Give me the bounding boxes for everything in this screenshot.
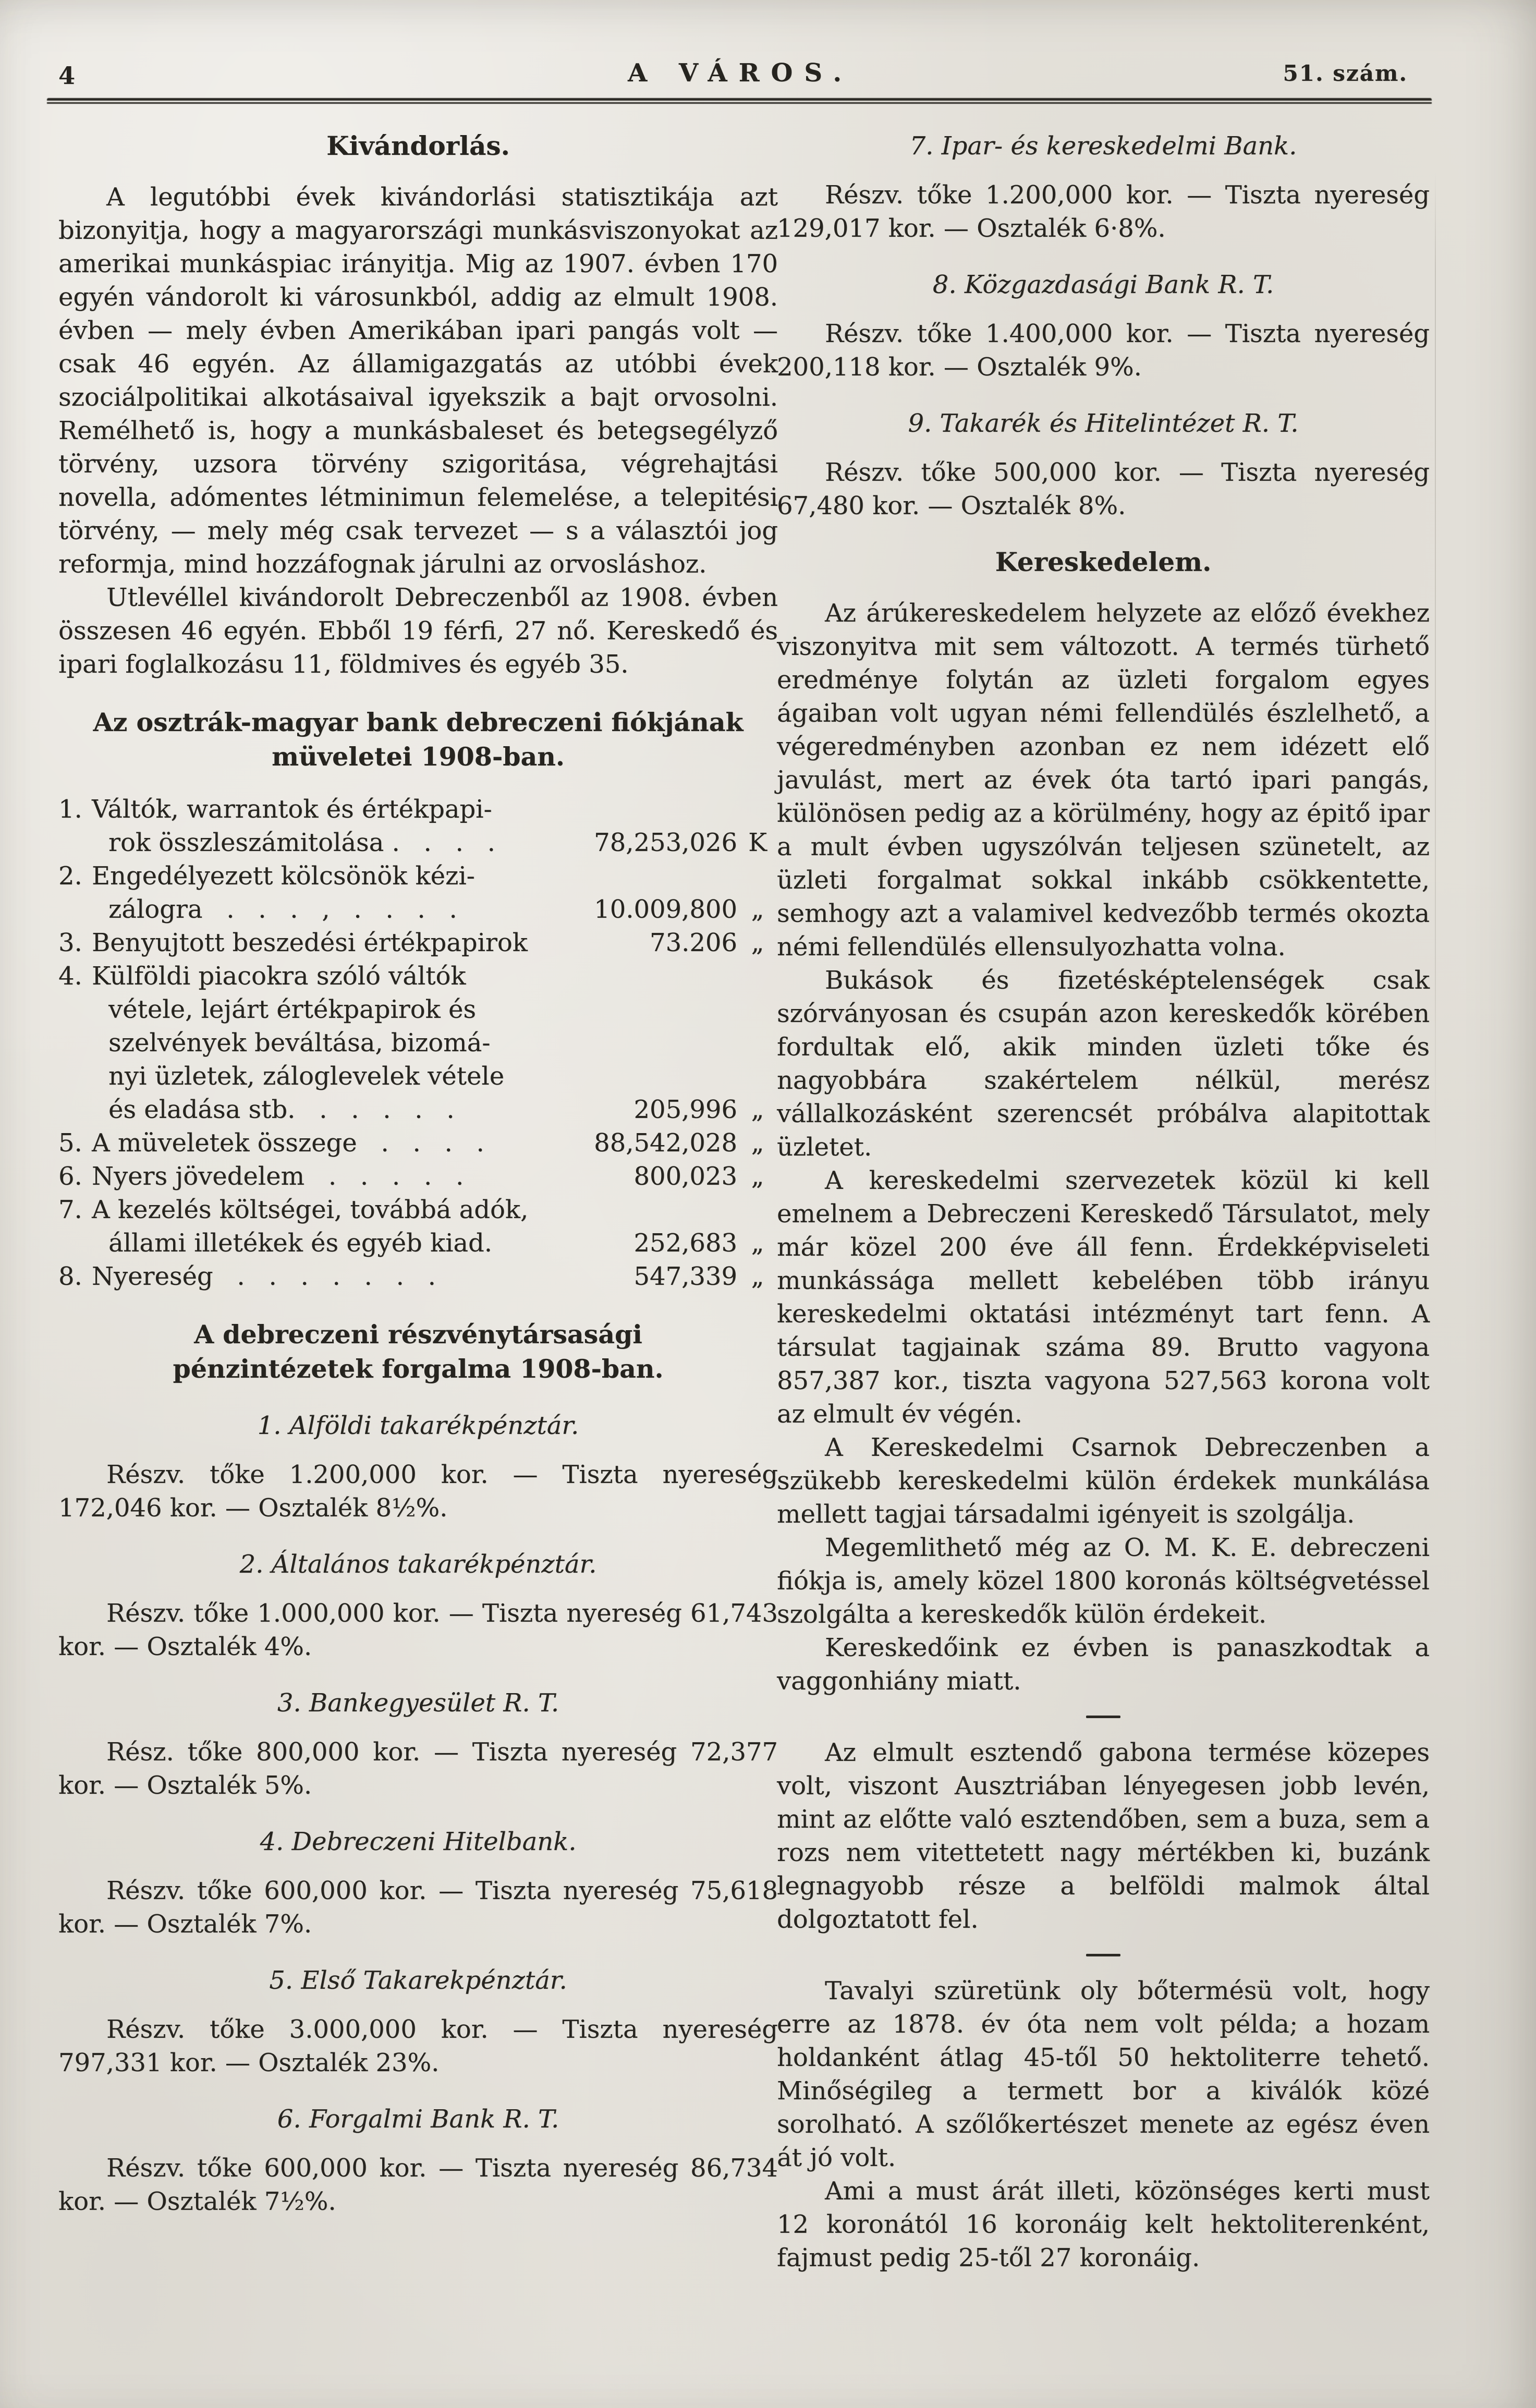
item-text: Nyers jövedelem . . . . . [92,1162,464,1191]
bank-title-5: 5. Első Takarekpénztár. [269,1966,567,1995]
bank-summary-5: Részv. tőke 3.000,000 kor. — Tiszta nyereség 797,331 kor. — Osztalék 23%. [58,2015,778,2077]
commerce-section-heading: Kereskedelem. [995,546,1212,577]
item-text: nyi üzletek, záloglevelek vétele [108,1062,505,1091]
item-text: szelvények beváltása, bizomá- [108,1028,491,1057]
issue-number: 51. szám. [1283,60,1408,86]
item-amount: 10.009,800 [594,895,737,924]
item-text: A kezelés költségei, továbbá adók, [92,1195,529,1224]
item-amount: 88,542,028 [594,1128,737,1158]
operation-line [58,1226,778,1260]
item-amount: 547,339 [633,1262,737,1291]
bank-title-4: 4. Debreczeni Hitelbank. [260,1827,577,1856]
item-number: 1. [58,795,82,824]
operation-line [58,859,778,893]
page-number: 4 [58,62,76,90]
item-unit: K [748,828,767,857]
operation-line [58,959,778,993]
operation-line [58,1260,778,1293]
operation-line [58,1126,778,1160]
grain-paragraph: Az elmult esztendő gabona termése közepes volt, viszont Ausztriában lényegesen jobb levén, mint az előtte való esztendőben, sem a buza, sem a rozs nem vitettetett nagy mértékben ki, buzánk legnagyobb része a belföldi malmok által dolgoztatott fel. [777,1738,1430,1934]
item-amount: 252,683 [633,1229,737,1258]
bank-summary-9: Részv. tőke 500,000 kor. — Tiszta nyereség 67,480 kor. — Osztalék 8%. [777,458,1430,520]
operation-item [58,1126,778,1160]
item-amount: 205,996 [633,1095,737,1124]
item-unit: „ [751,1262,764,1291]
must-price-paragraph: Ami a must árát illeti, közönséges kerti must 12 koronától 16 koronáig kelt hektoliterenként, fajmust pedig 25-től 27 koronáig. [777,2176,1430,2272]
bank-title-2: 2. Általános takarékpénztár. [239,1550,597,1579]
header-rule [47,98,1432,105]
item-text: Engedélyezett kölcsönök kézi- [92,861,475,891]
bank-title-9: 9. Takarék és Hitelintézet R. T. [908,409,1299,438]
operation-item [58,859,778,926]
item-unit: „ [751,1128,764,1158]
emigration-paragraph-1: A legutóbbi évek kivándorlási statisztikája azt bizonyitja, hogy a magyarországi munkásviszonyokat az amerikai munkáspiac irányitja. Mig az 1907. évben 170 egyén vándorolt ki városunkból, addig az elmult 1908. évben — mely évben Amerikában ipari pangás volt — csak 46 egyén. Az államigazgatás az utóbbi évek szociálpolitikai alkotásaival igyekszik a bajt orvosolni. Remélhető is, hogy a munkásbaleset és betegsegélyző törvény, uzsora törvény szigoritása, végrehajtási novella, adómentes létminimun felemelése, a telepitési törvény, — mely még csak tervezet — s a választói jog reformja, mind hozzáfognak járulni az orvosláshoz. [58,183,778,579]
bank-summary-4: Részv. tőke 600,000 kor. — Tiszta nyereség 75,618 kor. — Osztalék 7%. [58,1876,778,1939]
emigration-section-heading: Kivándorlás. [326,130,510,161]
operation-item [58,793,778,859]
operation-line [58,826,778,859]
commerce-paragraph-2: Bukások és fizetésképtelenségek csak szórványosan és csupán azon kereskedők körében fordultak elő, akik minden üzleti tőke és nagyobbára szakértelem nélkül, merész vállalkozásként szerencsét próbálva alapitottak üzletet. [777,966,1430,1162]
bank-operations-list [58,793,778,1293]
commerce-paragraph-6: Kereskedőink ez évben is panaszkodtak a vaggonhiány miatt. [777,1633,1430,1696]
newspaper-title: A VÁROS. [627,58,854,88]
operation-line [58,1193,778,1226]
item-text: A müveletek összege . . . . [92,1128,484,1158]
bank-summary-3: Rész. tőke 800,000 kor. — Tiszta nyereség 72,377 kor. — Osztalék 5%. [58,1737,778,1800]
operation-item [58,926,778,959]
section-divider [1086,1954,1120,1956]
page-header [52,58,1429,95]
operation-item [58,959,778,1126]
operation-line [58,793,778,826]
item-text: Nyereség . . . . . . . [92,1262,436,1291]
bank-operations-heading: Az osztrák-magyar bank debreczeni fiókjának müveletei 1908-ban. [93,707,743,772]
bank-summary-2: Részv. tőke 1.000,000 kor. — Tiszta nyereség 61,743 kor. — Osztalék 4%. [58,1599,778,1661]
bank-title-8: 8. Közgazdasági Bank R. T. [932,270,1274,299]
emigration-paragraph-2: Utlevéllel kivándorolt Debreczenből az 1908. évben összesen 46 egyén. Ebből 19 férfi, 27 nő. Kereskedő és ipari foglalkozásu 11, földmives és egyéb 35. [58,583,778,679]
item-text: vétele, lejárt értékpapirok és [108,995,477,1024]
operation-line [58,1160,778,1193]
right-column [777,129,1430,2275]
item-number: 7. [58,1195,82,1224]
paper-crease [1435,172,1436,1163]
operation-item [58,1160,778,1193]
commerce-paragraph-4: A Kereskedelmi Csarnok Debreczenben a szükebb kereskedelmi külön érdekek munkálása mellett tagjai társadalmi igényeit is szolgálja. [777,1433,1430,1529]
item-text: Benyujtott beszedési értékpapirok [92,928,528,957]
item-number: 2. [58,861,82,891]
bank-summary-6: Részv. tőke 600,000 kor. — Tiszta nyereség 86,734 kor. — Osztalék 7½%. [58,2154,778,2216]
bank-summary-8: Részv. tőke 1.400,000 kor. — Tiszta nyereség 200,118 kor. — Osztalék 9%. [777,319,1430,382]
bank-title-1: 1. Alföldi takarékpénztár. [257,1411,579,1440]
operation-line [58,1026,778,1060]
commerce-paragraph-5: Megemlithető még az O. M. K. E. debreczeni fiókja is, amely közel 1800 koronás költségvetéssel szolgálta a kereskedők külön érdekeit. [777,1533,1430,1629]
commerce-paragraph-1: Az árúkereskedelem helyzete az előző évekhez viszonyitva mit sem változott. A termés türhető eredménye folytán az üzleti forgalom egyes ágaiban volt ugyan némi fellendülés észlelhető, a végeredményben azonban ez nem idézett elő javulást, mert az évek óta tartó ipari pangás, különösen pedig az a körülmény, hogy az épitő ipar a mult évben ugyszólván teljesen szünetelt, az üzleti forgalmat sokkal inkább csökkentette, semhogy azt a valamivel kedvezőbb termés okozta némi fellendülés ellensulyozhatta volna. [777,599,1430,962]
vintage-paragraph: Tavalyi szüretünk oly bőtermésü volt, hogy erre az 1878. év óta nem volt példa; a hozam holdanként átlag 45-től 50 hektoliterre tehető. Minőségileg a termett bor a kiválók közé sorolható. A szőlőkertészet menete az egész éven át jó volt. [777,1976,1430,2172]
item-unit: „ [751,1162,764,1191]
item-number: 3. [58,928,82,957]
item-number: 5. [58,1128,82,1158]
item-unit: „ [751,1229,764,1258]
item-number: 6. [58,1162,82,1191]
bank-summary-1: Részv. tőke 1.200,000 kor. — Tiszta nyereség 172,046 kor. — Osztalék 8½%. [58,1460,778,1523]
item-amount: 78,253,026 [594,828,737,857]
item-text: Külföldi piacokra szóló váltók [92,962,466,991]
operation-line [58,1093,778,1126]
operation-item [58,1260,778,1293]
operation-line [58,1060,778,1093]
bank-title-3: 3. Bankegyesület R. T. [277,1688,559,1718]
item-amount: 800,023 [633,1162,737,1191]
item-amount: 73.206 [650,928,737,957]
item-unit: „ [751,895,764,924]
item-number: 8. [58,1262,82,1291]
bank-summary-7: Részv. tőke 1.200,000 kor. — Tiszta nyereség 129,017 kor. — Osztalék 6·8%. [777,180,1430,243]
item-unit: „ [751,1095,764,1124]
item-text: zálogra . . . , . . . . [108,895,457,924]
section-divider [1086,1716,1120,1718]
item-text: rok összleszámitolása . . . . [108,828,495,857]
institutions-heading: A debreczeni részvénytársasági pénzintézetek forgalma 1908-ban. [173,1319,664,1384]
item-number: 4. [58,962,82,991]
item-unit: „ [751,928,764,957]
operation-item [58,1193,778,1260]
left-column [58,129,778,2218]
item-text: Váltók, warrantok és értékpapi- [92,795,492,824]
operation-line [58,893,778,926]
operation-line [58,926,778,959]
bank-title-6: 6. Forgalmi Bank R. T. [277,2105,559,2134]
bank-title-7: 7. Ipar- és kereskedelmi Bank. [909,131,1297,161]
commerce-paragraph-3: A kereskedelmi szervezetek közül ki kell emelnem a Debreczeni Kereskedő Társulatot, mely már közel 200 éve áll fenn. Érdekképviseleti munkássága mellett kebelében több irányu kereskedelmi oktatási intézményt tart fenn. A társulat tagjainak száma 89. Brutto vagyona 857,387 kor., tiszta vagyona 527,563 korona volt az elmult év végén. [777,1166,1430,1429]
operation-line [58,993,778,1026]
item-text: állami illetékek és egyéb kiad. [108,1229,493,1258]
item-text: és eladása stb. . . . . . [108,1095,455,1124]
